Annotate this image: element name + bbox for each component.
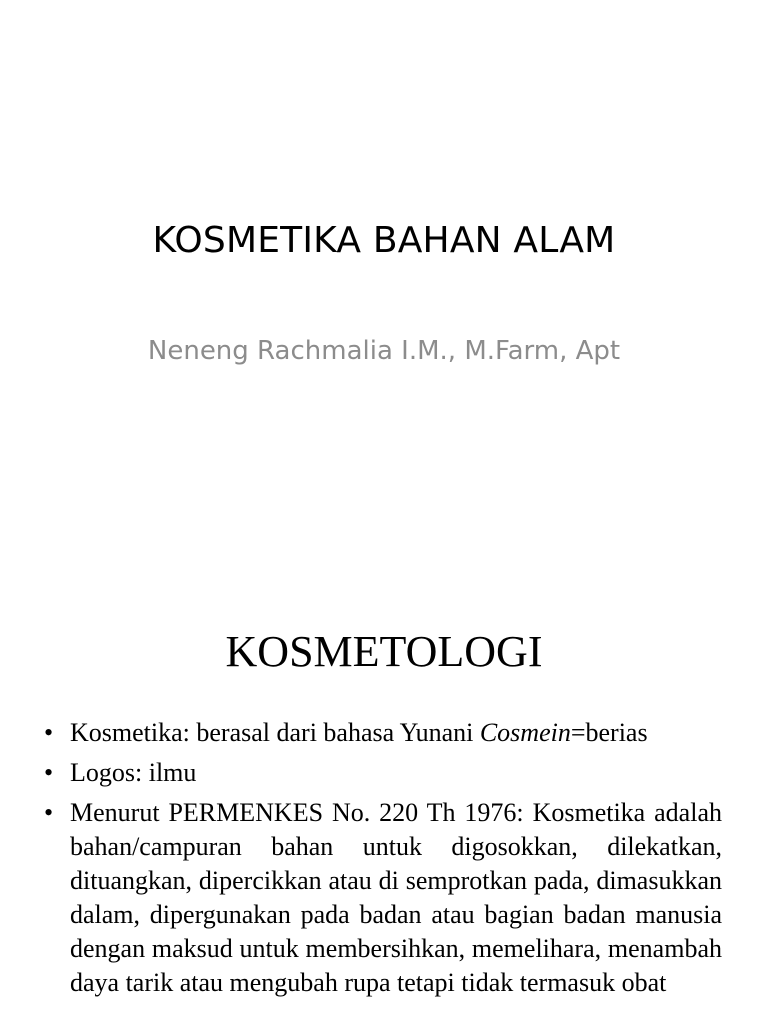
bullet-text-suffix: =berias xyxy=(570,718,648,747)
list-item xyxy=(40,796,722,1000)
bullet-text: Menurut PERMENKES No. 220 Th 1976: Kosmetika adalah bahan/campuran bahan untuk digosokkan, dilekatkan, dituangkan, dipercikkan atau di semprotkan pada, dimasukkan dalam, dipergunakan pada badan atau bagian badan manusia dengan maksud untuk membersihkan, memelihara, menambah daya tarik atau mengubah rupa tetapi tidak termasuk obat xyxy=(70,798,722,997)
slide-kosmetologi xyxy=(0,576,768,1024)
slide-heading: KOSMETOLOGI xyxy=(225,627,543,676)
list-item xyxy=(40,756,722,790)
bullet-icon: • xyxy=(44,798,54,827)
bullet-icon: • xyxy=(44,758,54,787)
bullet-text: Logos: ilmu xyxy=(70,758,197,787)
bullet-list xyxy=(40,716,722,1006)
bullet-icon: • xyxy=(44,718,54,747)
bullet-text-italic: Cosmein xyxy=(479,718,571,747)
slide-author-subtitle: Neneng Rachmalia I.M., M.Farm, Apt xyxy=(147,336,621,366)
slide-title-heading: KOSMETIKA BAHAN ALAM xyxy=(152,220,616,261)
list-item xyxy=(40,716,722,750)
bullet-text-prefix: Kosmetika: berasal dari bahasa Yunani xyxy=(70,718,480,747)
